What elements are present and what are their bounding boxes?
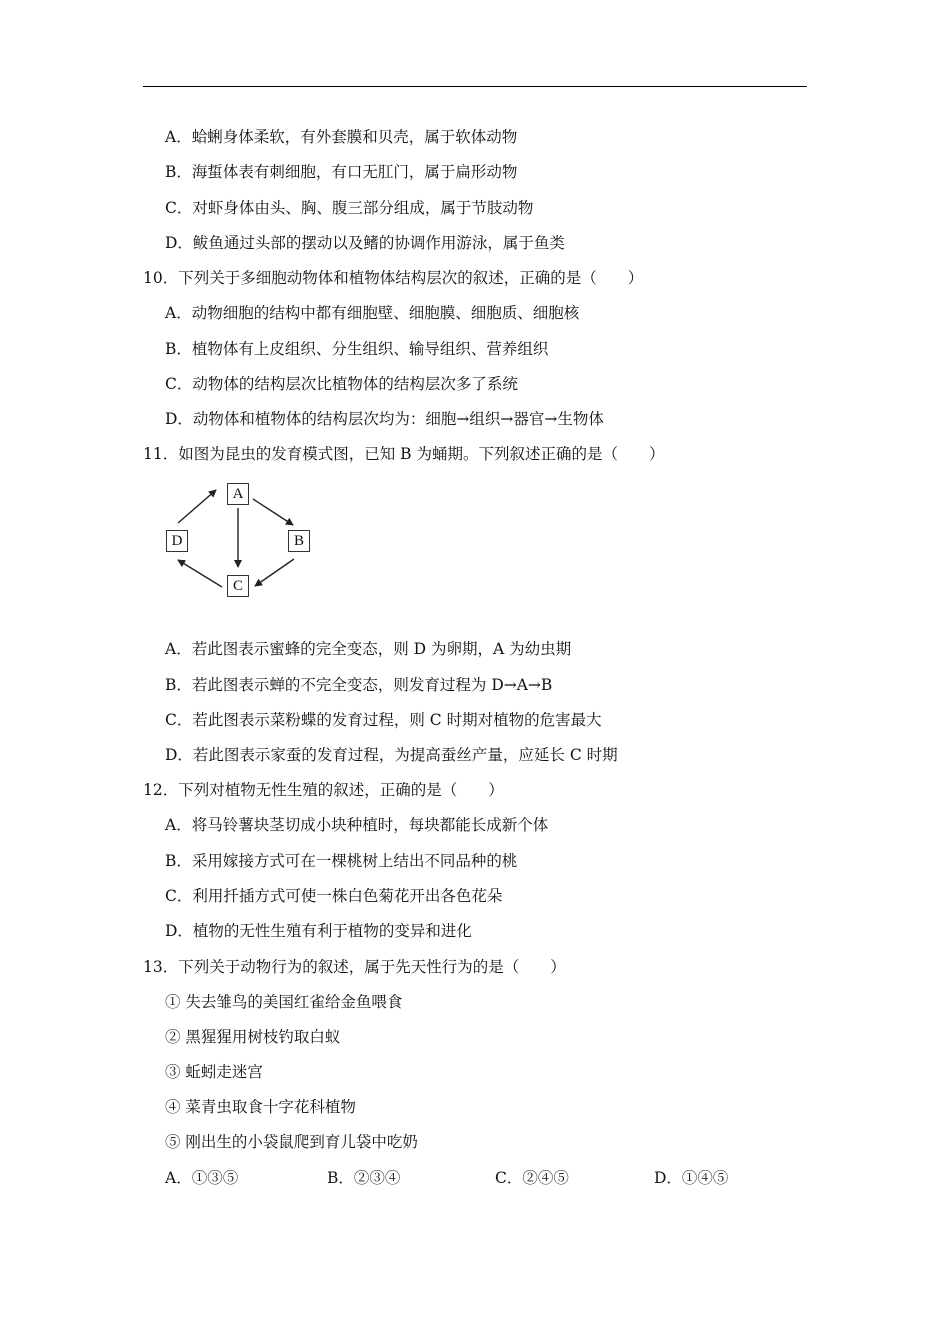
arrow-c-to-d [178,560,222,587]
q12-option-b: B．采用嫁接方式可在一棵桃树上结出不同品种的桃 [165,852,518,870]
q11-option-a: A．若此图表示蜜蜂的完全变态，则 D 为卵期，A 为幼虫期 [165,640,572,658]
q10-option-b: B．植物体有上皮组织、分生组织、输导组织、营养组织 [165,340,549,358]
q12-option-a: A．将马铃薯块茎切成小块种植时，每块都能长成新个体 [165,816,549,834]
q12-option-d: D．植物的无性生殖有利于植物的变异和进化 [165,922,472,940]
q9-option-c: C．对虾身体由头、胸、腹三部分组成，属于节肢动物 [165,199,534,217]
q13-choice-d: D．①④⑤ [654,1169,729,1187]
arrow-a-to-b [253,499,293,525]
q10-option-c: C．动物体的结构层次比植物体的结构层次多了系统 [165,375,518,393]
q11-option-b: B．若此图表示蝉的不完全变态，则发育过程为 D→A→B [165,676,553,694]
q10-option-d: D．动物体和植物体的结构层次均为：细胞→组织→器官→生物体 [165,410,604,428]
q13-choice-b: B．②③④ [327,1169,401,1187]
q10-stem: 10．下列关于多细胞动物体和植物体结构层次的叙述，正确的是（ ） [143,269,644,287]
q12-option-c: C．利用扦插方式可使一株白色菊花开出各色花朵 [165,887,503,905]
q11-option-c: C．若此图表示菜粉蝶的发育过程，则 C 时期对植物的危害最大 [165,711,602,729]
stage-c-box: C [227,575,249,597]
insect-development-diagram [158,477,326,605]
q13-item-4: ④ 菜青虫取食十字花科植物 [165,1098,356,1116]
q13-choice-c: C．②④⑤ [495,1169,569,1187]
q12-stem: 12．下列对植物无性生殖的叙述，正确的是（ ） [143,781,504,799]
stage-a-box: A [227,483,249,505]
stage-b-box: B [288,530,310,552]
q13-item-2: ② 黑猩猩用树枝钓取白蚁 [165,1028,341,1046]
q13-item-1: ① 失去雏鸟的美国红雀给金鱼喂食 [165,993,403,1011]
q13-item-3: ③ 蚯蚓走迷宫 [165,1063,263,1081]
q11-stem: 11．如图为昆虫的发育模式图，已知 B 为蛹期。下列叙述正确的是（ ） [143,445,665,463]
arrow-b-to-c [255,559,294,586]
q13-item-5: ⑤ 刚出生的小袋鼠爬到育儿袋中吃奶 [165,1133,418,1151]
arrow-d-to-a [178,490,216,523]
q11-option-d: D．若此图表示家蚕的发育过程，为提高蚕丝产量，应延长 C 时期 [165,746,618,764]
q10-option-a: A．动物细胞的结构中都有细胞壁、细胞膜、细胞质、细胞核 [165,304,580,322]
q9-option-b: B．海蜇体表有刺细胞，有口无肛门，属于扁形动物 [165,163,518,181]
q13-stem: 13．下列关于动物行为的叙述，属于先天性行为的是（ ） [143,958,566,976]
q9-option-d: D．鲅鱼通过头部的摆动以及鳍的协调作用游泳，属于鱼类 [165,234,565,252]
q13-choice-a: A．①③⑤ [165,1169,239,1187]
stage-d-box: D [166,530,188,552]
q9-option-a: A．蛤蜊身体柔软，有外套膜和贝壳，属于软体动物 [165,128,518,146]
header-rule [143,86,807,87]
